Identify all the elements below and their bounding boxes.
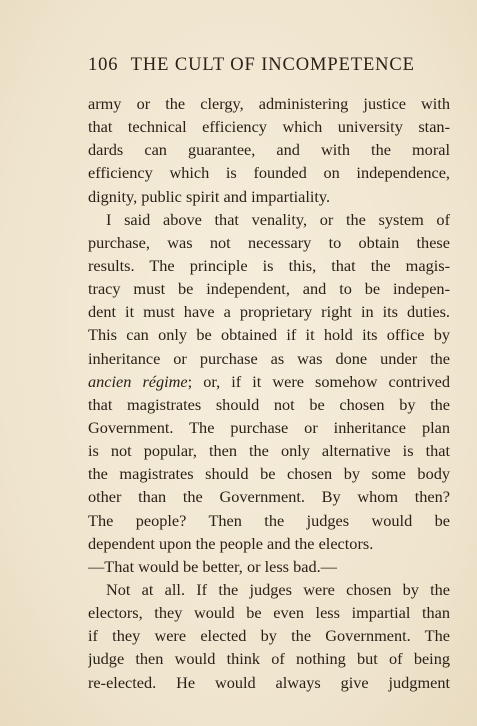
text-line: tracy must be independent, and to be indepen- — [88, 279, 450, 299]
text-line: that magistrates should not be chosen by the — [88, 394, 450, 414]
text-line: This can only be obtained if it hold its office by — [88, 325, 450, 345]
text-line: I said above that venality, or the system of — [106, 209, 450, 229]
italic-phrase: ancien régime — [88, 371, 188, 391]
text-line: Government. The purchase or inheritance plan — [88, 417, 450, 437]
text-line: dependent upon the people and the electors. — [88, 533, 374, 553]
running-title: THE CULT OF INCOMPETENCE — [130, 55, 415, 75]
text-line: purchase, was not necessary to obtain these — [88, 232, 450, 252]
text-line: electors, they would be even less impartial than — [88, 603, 450, 623]
text-line: that technical efficiency which university stan- — [88, 117, 450, 137]
text-line: dards can guarantee, and with the moral — [88, 140, 450, 160]
text-line: The people? Then the judges would be — [88, 510, 450, 530]
text-line: inheritance or purchase as was done under the — [88, 348, 450, 368]
running-head — [88, 55, 450, 76]
page-number: 106 — [88, 55, 119, 75]
text-line: judge then would think of nothing but of being — [88, 649, 450, 669]
text-line: army or the clergy, administering justice with — [88, 94, 450, 113]
text-line: if they were elected by the Government. The — [88, 626, 450, 646]
text-line: is not popular, then the only alternative is that — [88, 441, 450, 461]
text-line: —That would be better, or less bad.— — [88, 556, 337, 576]
body-text — [88, 92, 450, 694]
text-line: the magistrates should be chosen by some body — [88, 464, 450, 484]
text-line: results. The principle is this, that the magis- — [88, 255, 450, 275]
text-line: re-elected. He would always give judgment — [88, 672, 450, 692]
text-line: other than the Government. By whom then? — [88, 487, 450, 507]
text-line: dent it must have a proprietary right in its duties. — [88, 302, 450, 322]
line-text: ; or, if it were somehow contrived — [187, 371, 450, 391]
text-line: dignity, public spirit and impartiality. — [88, 186, 331, 206]
text-line: efficiency which is founded on independence, — [88, 163, 450, 183]
text-line — [88, 370, 450, 393]
text-line: Not at all. If the judges were chosen by the — [106, 579, 450, 599]
